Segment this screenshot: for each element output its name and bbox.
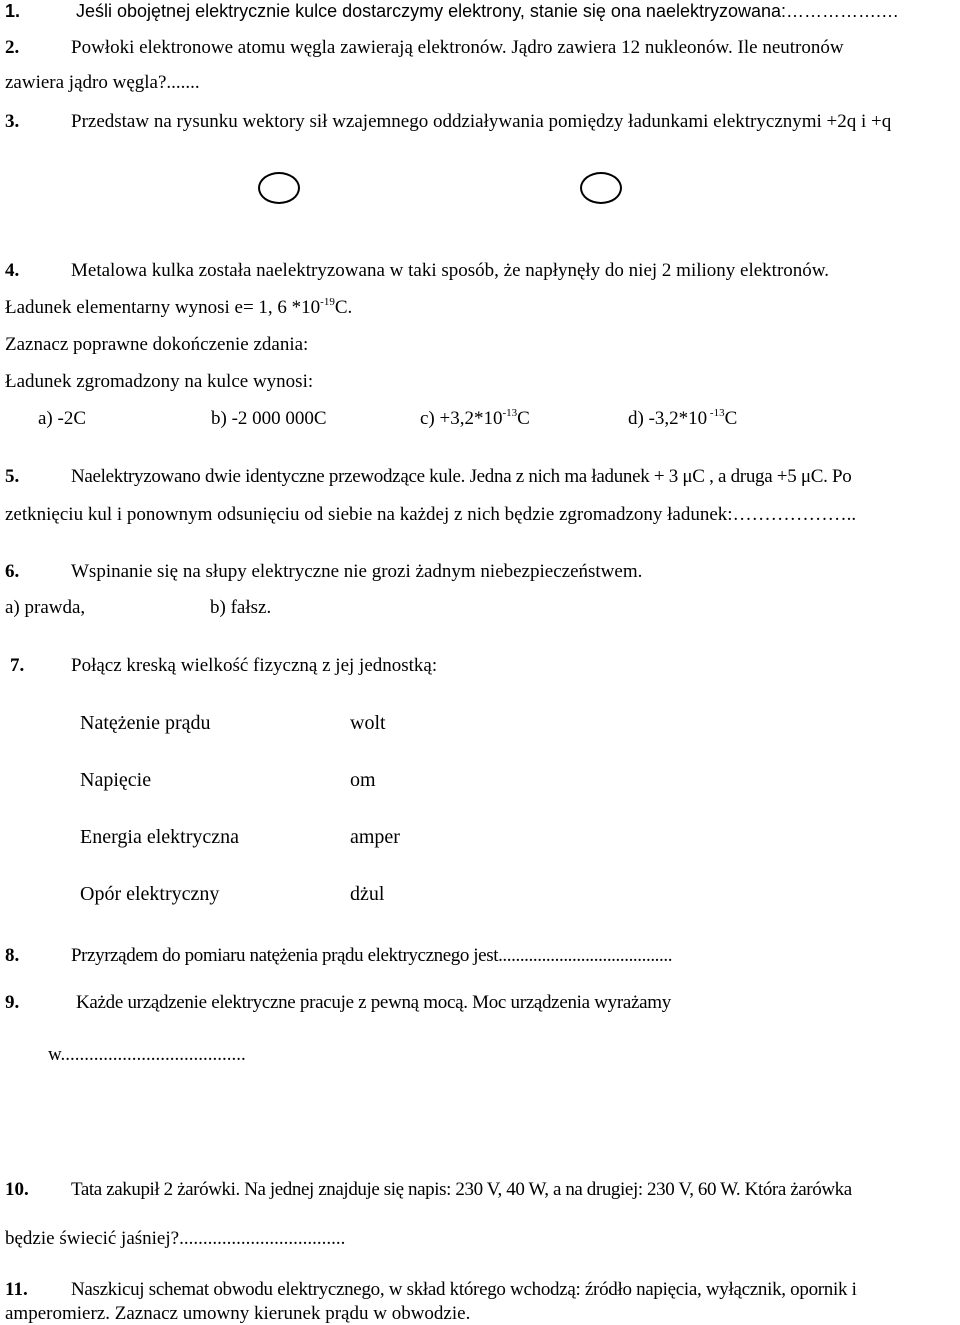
charge-circle-left xyxy=(258,172,300,204)
question-number: 6. xyxy=(5,561,20,582)
unit-item: wolt xyxy=(350,712,386,734)
option-a: a) -2C xyxy=(38,408,87,429)
question-text: Powłoki elektronowe atomu węgla zawierają elektronów. Jądro zawiera 12 nukleonów. Ile neutronów xyxy=(71,37,844,58)
question-5 xyxy=(5,466,852,487)
option-c xyxy=(420,409,530,428)
elementary-charge-text: Ładunek elementarny wynosi e= 1, 6 *10 xyxy=(5,297,321,318)
question-4 xyxy=(5,260,830,281)
question-10-line2: będzie świecić jaśniej?................................... xyxy=(5,1228,346,1249)
exponent: -13 xyxy=(707,407,725,419)
exponent: -13 xyxy=(502,407,518,419)
question-text: Tata zakupił 2 żarówki. Na jednej znajduje się napis: 230 V, 40 W, a na drugiej: 230 V, 60 W. Która żarówka xyxy=(71,1179,852,1200)
question-number: 10. xyxy=(5,1179,29,1200)
question-2-line2: zawiera jądro węgla?....... xyxy=(5,72,200,93)
quantity-item: Napięcie xyxy=(80,769,152,791)
question-11-line2: amperomierz. Zaznacz umowny kierunek prądu w obwodzie. xyxy=(5,1303,471,1324)
unit-item: dżul xyxy=(350,883,385,905)
question-5-line2: zetknięciu kul i ponownym odsunięciu od siebie na każdej z nich będzie zgromadzony ładunek:……………….. xyxy=(5,504,857,525)
question-6 xyxy=(5,561,643,582)
exponent: -19 xyxy=(320,296,335,308)
unit-text: C. xyxy=(334,297,353,318)
question-text: Przedstaw na rysunku wektory sił wzajemnego oddziaływania pomiędzy ładunkami elektrycznymi +2q i +q xyxy=(71,111,892,132)
question-7 xyxy=(10,655,438,676)
option-b: b) -2 000 000C xyxy=(211,408,327,429)
option-c-text: c) +3,2*10 xyxy=(420,408,503,429)
question-number: 1. xyxy=(5,1,21,21)
question-text: Jeśli obojętnej elektrycznie kulce dostarczymy elektrony, stanie się ona naelektryzowana:…………….… xyxy=(76,1,900,21)
question-11 xyxy=(5,1279,857,1300)
question-text: Naelektryzowano dwie identyczne przewodzące kule. Jedna z nich ma ładunek + 3 μC , a druga +5 μC. Po xyxy=(71,466,852,487)
question-number: 7. xyxy=(10,655,25,676)
question-4-line3: Zaznacz poprawne dokończenie zdania: xyxy=(5,334,309,355)
quantity-item: Natężenie prądu xyxy=(80,712,211,734)
question-3 xyxy=(5,111,892,132)
option-b: b) fałsz. xyxy=(210,597,272,618)
quantity-item: Energia elektryczna xyxy=(80,826,239,848)
charge-circle-right xyxy=(580,172,622,204)
question-10 xyxy=(5,1179,852,1200)
question-8 xyxy=(5,945,673,966)
question-text: Metalowa kulka została naelektryzowana w taki sposób, że napłynęły do niej 2 miliony elektronów. xyxy=(71,260,830,281)
question-text: Naszkicuj schemat obwodu elektrycznego, w skład którego wchodzą: źródło napięcia, wyłącznik, opornik i xyxy=(71,1279,857,1300)
question-text: Połącz kreską wielkość fizyczną z jej jednostką: xyxy=(71,655,438,676)
question-text: Wspinanie się na słupy elektryczne nie grozi żadnym niebezpieczeństwem. xyxy=(71,561,643,582)
question-1 xyxy=(5,1,900,21)
question-4-line4: Ładunek zgromadzony na kulce wynosi: xyxy=(5,371,314,392)
question-9-line2: w....................................... xyxy=(48,1044,246,1065)
option-d xyxy=(628,409,737,428)
question-text: Każde urządzenie elektryczne pracuje z pewną mocą. Moc urządzenia wyrażamy xyxy=(76,992,671,1013)
question-9 xyxy=(5,992,671,1013)
question-number: 4. xyxy=(5,260,20,281)
quantity-item: Opór elektryczny xyxy=(80,883,220,905)
unit-text: C xyxy=(724,408,738,429)
question-number: 9. xyxy=(5,992,20,1013)
unit-item: amper xyxy=(350,826,400,848)
question-number: 5. xyxy=(5,466,20,487)
option-a: a) prawda, xyxy=(5,597,86,618)
question-number: 3. xyxy=(5,111,20,132)
unit-item: om xyxy=(350,769,376,791)
option-d-text: d) -3,2*10 xyxy=(628,408,708,429)
question-number: 11. xyxy=(5,1279,28,1300)
question-4-line2 xyxy=(5,298,352,317)
question-text: Przyrządem do pomiaru natężenia prądu elektrycznego jest........................................ xyxy=(71,945,673,966)
question-number: 2. xyxy=(5,37,20,58)
unit-text: C xyxy=(517,408,530,429)
question-2 xyxy=(5,37,844,58)
question-number: 8. xyxy=(5,945,20,966)
